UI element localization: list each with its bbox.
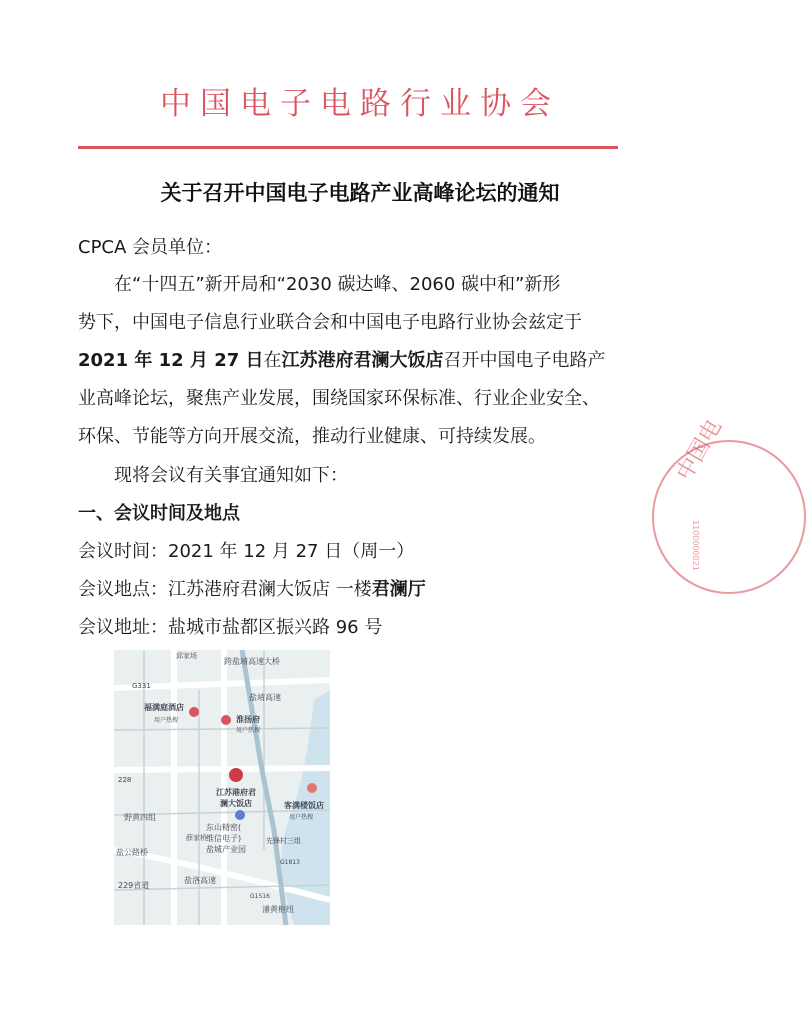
map-label-hotel2-sub: 用户热搜 <box>236 727 261 734</box>
map-label-hotel1: 福满庭酒店 <box>144 703 184 712</box>
meeting-date-bold: 2021 年 12 月 27 日 <box>78 350 264 371</box>
header-rule <box>78 146 618 149</box>
map-label-228: 228 <box>118 776 132 784</box>
venue-bold: 江苏港府君澜大饭店 <box>281 350 444 371</box>
map-label-expressway-h: 盐洛高速 <box>184 876 216 885</box>
poi-marker-2 <box>221 715 231 725</box>
paragraph-2: 现将会议有关事宜通知如下： <box>114 465 348 486</box>
meeting-venue <box>78 575 426 601</box>
map-label-village3: 潘黄枢纽 <box>262 905 294 914</box>
paragraph-1-line-1: 在“十四五”新开局和“2030 碳达峰、2060 碳中和”新形 <box>114 274 561 295</box>
line-3-tail: 召开中国电子电路产 <box>443 350 606 371</box>
map-label-company-1: 东山精密( <box>206 823 242 832</box>
seal-text: 中国电 <box>672 415 727 485</box>
map-label-village2: 先锋村三组 <box>266 837 301 845</box>
map-label-company-3: 盐城产业园 <box>206 845 246 854</box>
map-label-road1: 盐公路桥 <box>116 848 148 857</box>
map-label-road2: 229省道 <box>118 881 150 890</box>
poi-marker-4 <box>235 810 245 820</box>
meeting-time: 会议时间：2021 年 12 月 27 日（周一） <box>78 541 415 562</box>
org-name-header: 中国电子电路行业协会 <box>160 86 560 122</box>
map-label-venue-2: 澜大饭店 <box>220 799 252 808</box>
venue-prefix: 会议地点：江苏港府君澜大饭店 一楼 <box>78 579 372 600</box>
venue-hall: 君澜厅 <box>371 579 426 600</box>
map-label-top: 邱家场 <box>176 652 197 660</box>
document-title: 关于召开中国电子电路产业高峰论坛的通知 <box>160 181 560 205</box>
meeting-address: 会议地址：盐城市盐都区振兴路 96 号 <box>78 617 383 638</box>
map-label-village1: 野黄四组 <box>124 813 156 822</box>
map-label-g331: G331 <box>132 682 151 690</box>
poi-marker-1 <box>189 707 199 717</box>
paragraph-1-line-2: 势下，中国电子信息行业联合会和中国电子电路行业协会兹定于 <box>78 312 582 333</box>
map-label-hotel3-sub: 用户热搜 <box>289 814 314 821</box>
venue-marker <box>229 768 243 782</box>
paragraph-1-line-4: 业高峰论坛，聚焦产业发展，围绕国家环保标准、行业企业安全、 <box>78 388 600 409</box>
location-map <box>114 650 330 925</box>
connector-text: 在 <box>263 350 282 371</box>
map-label-bridge: 跨盐靖高速大桥 <box>224 657 280 666</box>
paragraph-1-line-3 <box>78 346 606 372</box>
seal-code: 1100000021 <box>691 520 700 571</box>
poi-marker-3 <box>307 783 317 793</box>
salutation: CPCA 会员单位： <box>78 237 223 258</box>
map-label-hotel3: 客满楼饭店 <box>284 801 324 810</box>
map-label-g1516: G1516 <box>250 893 270 900</box>
map-label-expressway-v: 盐靖高速 <box>249 693 281 702</box>
map-label-hotel2: 淮扬府 <box>236 715 260 724</box>
map-label-venue-1: 江苏港府君 <box>216 788 256 797</box>
paragraph-1-line-5: 环保、节能等方向开展交流，推动行业健康、可持续发展。 <box>78 426 546 447</box>
map-svg <box>114 650 330 925</box>
map-label-company-2: 维信电子) <box>206 834 242 843</box>
section-1-heading: 一、会议时间及地点 <box>78 503 240 524</box>
map-label-g1813: G1813 <box>280 859 300 866</box>
map-label-hotel1-sub: 用户热搜 <box>154 717 179 724</box>
map-label-bridge2: 薛家桥 <box>186 834 207 842</box>
